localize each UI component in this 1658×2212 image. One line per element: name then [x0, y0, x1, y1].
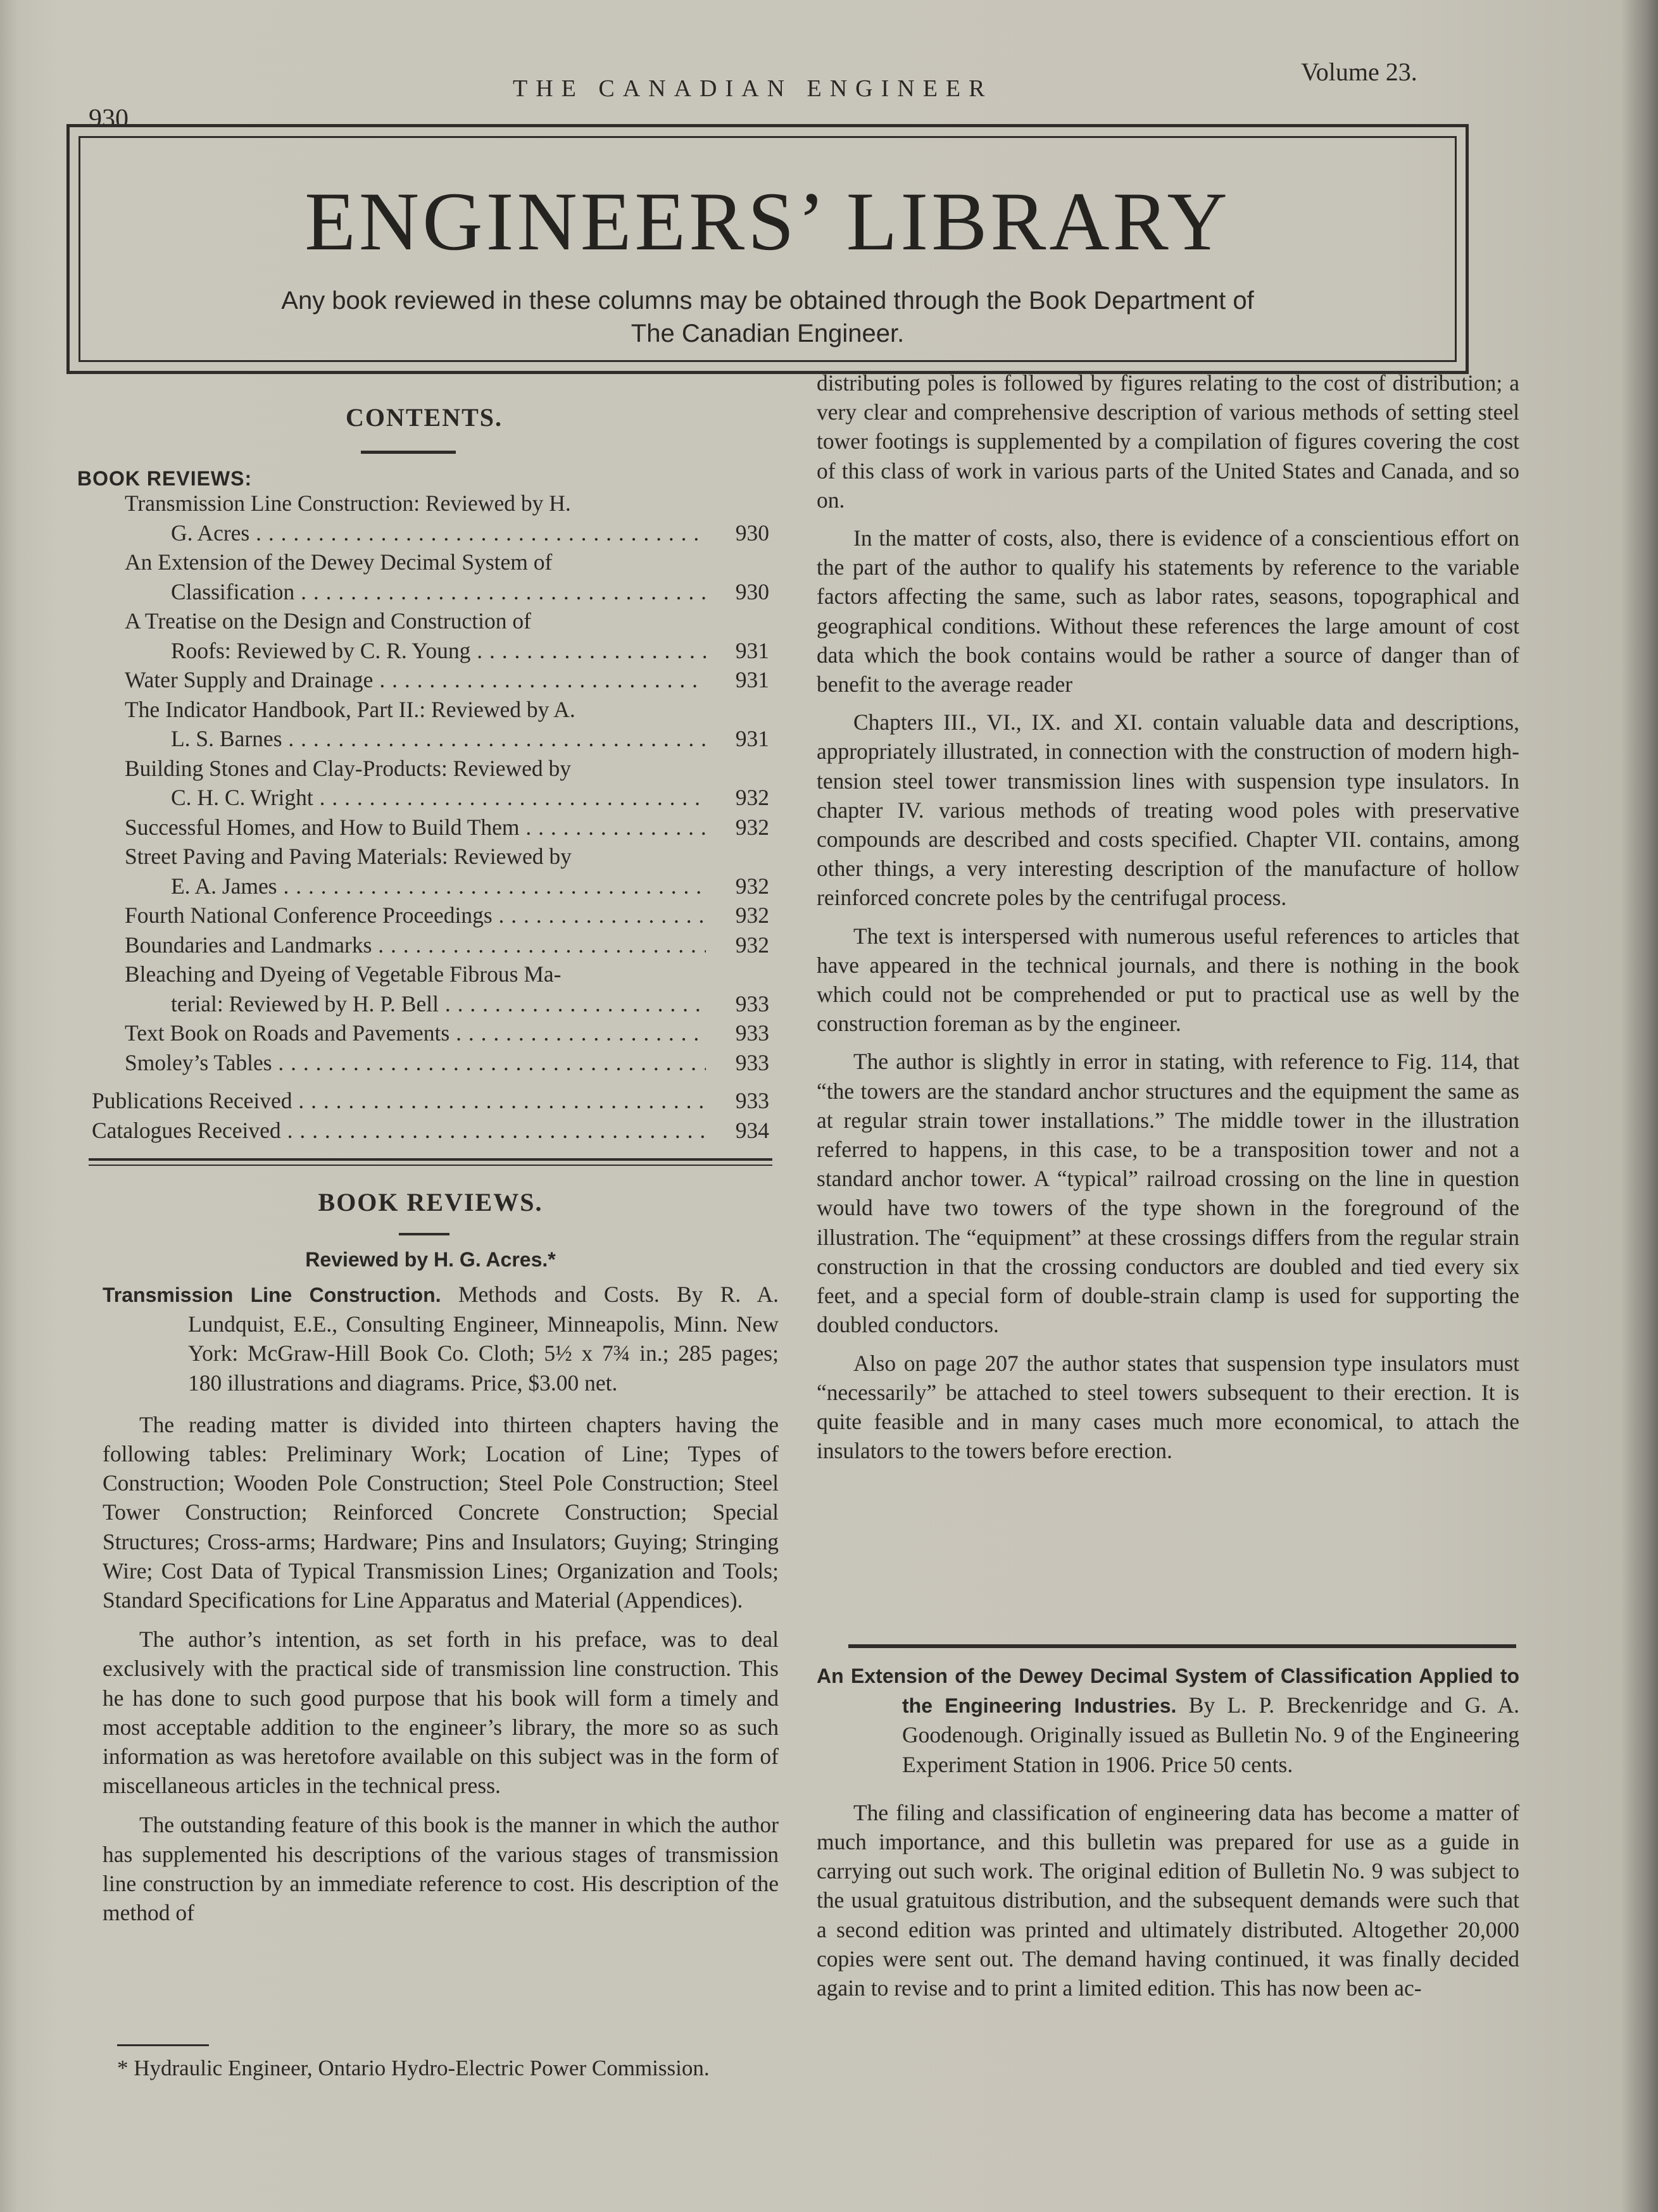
contents-entry-line1 [76, 901, 769, 930]
review1-right-paragraph-4: The author is slightly in error in stating, with reference to Fig. 114, that “the towers are the standard anchor structures and the equipment the same as at regular strain tower installations.” The middle tower in the illustration referred to happens, in this case, to be a transposition tower and not a standard anchor tower. A “typical” railroad crossing on the line in question would have two towers of the type shown in the foreground of the illustration. The “equipment” at these crossings differs from the regular strain construction in that the crossing conductors are doubled and tied every six feet, and a special form of double-strain clamp is used for supporting the doubled conductors. [817, 1049, 1519, 1338]
contents-entry [76, 930, 769, 960]
book-reviews-label: BOOK REVIEWS: [77, 467, 253, 490]
review2-top-rule [848, 1644, 1516, 1648]
contents-entry-page: 932 [735, 903, 769, 928]
contents-entry-line2 [76, 872, 769, 901]
volume-label: Volume 23. [1301, 58, 1417, 86]
contents-entry-page: 932 [735, 814, 769, 840]
contents-entry-title: Boundaries and Landmarks . . . [125, 930, 706, 960]
contents-entry-continuation: Classification . . . [171, 577, 706, 607]
review1-right-paragraph-5: Also on page 207 the author states that suspension type insulators must “necessarily” be attached to steel towers subsequent to their erection. It is quite feasible and in many cases much more economical, to attach the insulators to the towers before erection. [817, 1350, 1519, 1464]
contents-entry [76, 959, 769, 1018]
contents-entry-title: An Extension of the Dewey Decimal System of [125, 549, 553, 575]
contents-entry-title: Successful Homes, and How to Build Them . . . [125, 813, 706, 842]
contents-entry-page: 931 [735, 726, 769, 751]
review1-right-paragraph-3: The text is interspersed with numerous useful references to articles that have appeared in the technical journals, and there is nothing in the book which could not be comprehended or put to practical use as well by the construction foreman as by the engineer. [817, 923, 1519, 1037]
publications-entry-label: Publications Received . . . [92, 1086, 706, 1116]
contents-entry-page: 932 [735, 873, 769, 899]
contents-entry [76, 606, 769, 665]
contents-list [76, 489, 769, 1145]
journal-title: THE CANADIAN ENGINEER [513, 75, 993, 102]
catalogues-entry-page: 934 [735, 1117, 769, 1143]
contents-entry-continuation: L. S. Barnes . . . [171, 724, 706, 754]
contents-entry-line2 [76, 783, 769, 813]
banner-subtitle [70, 284, 1466, 350]
contents-entry-line1 [76, 547, 769, 577]
review1-left-column [103, 1280, 779, 1927]
contents-entry-title: Text Book on Roads and Pavements . . . [125, 1018, 706, 1048]
contents-entry-page: 930 [735, 520, 769, 546]
contents-entry-title: Water Supply and Drainage . . . [125, 665, 706, 695]
catalogues-entry-label: Catalogues Received . . . [92, 1116, 706, 1146]
contents-entry-line1 [76, 930, 769, 960]
review1-paragraph-3: The outstanding feature of this book is the manner in which the author has supplemented his descriptions of the various stages of transmission line construction by an immediate reference to cost. His description of the method of [103, 1812, 779, 1926]
contents-entry-line1 [76, 1048, 769, 1078]
contents-entry-line1 [76, 754, 769, 784]
contents-entry [76, 695, 769, 754]
contents-bottom-rule [89, 1158, 772, 1161]
review1-right-paragraph-2: Chapters III., VI., IX. and XI. contain valuable data and descriptions, appropriately illustrated, in connection with the construction of modern high-tension steel tower transmission lines with suspension type insulators. In chapter IV. various methods of treating wood poles with preservative compounds are described and costs specified. Chapter VII. contains, among other things, a very interesting description of the manufacture of hollow reinforced concrete poles by the centrifugal process. [817, 709, 1519, 911]
contents-entry [76, 1018, 769, 1048]
contents-entry-line1 [76, 489, 769, 518]
contents-entry-line1 [76, 695, 769, 725]
review1-title: Transmission Line Construction. [103, 1284, 441, 1306]
banner-subtitle-line1: Any book reviewed in these columns may be obtained through the Book Department of [281, 287, 1254, 315]
reviews-rule [399, 1233, 449, 1235]
contents-entry [76, 665, 769, 695]
contents-entry-page: 932 [735, 785, 769, 810]
publications-entry [76, 1086, 769, 1116]
catalogues-entry [76, 1116, 769, 1146]
contents-entry [76, 547, 769, 606]
contents-gap [76, 1077, 769, 1086]
book-reviews-heading: BOOK REVIEWS. [318, 1188, 543, 1216]
contents-entry-page: 933 [735, 1049, 769, 1075]
publications-entry-page: 933 [735, 1088, 769, 1113]
contents-entry [76, 754, 769, 813]
contents-entry [76, 489, 769, 547]
review1-citation-text: Methods and Costs. By R. A. Lundquist, E.E., Consulting Engineer, Minneapolis, Minn. New York: McGraw-Hill Book Co. Cloth; 5½ x 7¾ in.; 285 pages; 180 illustrations and diagrams. Price, $3.00 net. [188, 1282, 779, 1396]
contents-entry-continuation: C. H. C. Wright . . . [171, 783, 706, 813]
review2-title: An Extension of the Dewey Decimal System of Classification Applied to the Engineering Industries. [817, 1665, 1519, 1718]
review2-citation [817, 1661, 1519, 1779]
review1-citation [103, 1280, 779, 1397]
contents-entry-line1 [76, 959, 769, 989]
contents-rule [361, 451, 456, 454]
contents-entry-continuation: terial: Reviewed by H. P. Bell . . . [171, 989, 706, 1019]
contents-entry-title: A Treatise on the Design and Construction of [125, 608, 531, 634]
review1-right-paragraph-0: distributing poles is followed by figures relating to the cost of distribution; a very clear and comprehensive description of various methods of setting steel tower footings is supplemented by a compilation of figures covering the cost of this class of work in various parts of the United States and Canada, and so on. [817, 370, 1519, 513]
contents-entry-line2 [76, 989, 769, 1019]
contents-entry-line2 [76, 636, 769, 666]
contents-entry-title: Fourth National Conference Proceedings . . . [125, 901, 706, 930]
contents-entry-line1 [76, 813, 769, 842]
contents-entry-line1 [76, 606, 769, 636]
contents-entry-title: The Indicator Handbook, Part II.: Reviewed by A. [125, 696, 575, 722]
contents-entry [76, 842, 769, 901]
review2-column [817, 1661, 1519, 2003]
contents-entry-continuation: Roofs: Reviewed by C. R. Young . . . [171, 636, 706, 666]
contents-entry-page: 932 [735, 932, 769, 958]
contents-entry [76, 901, 769, 930]
contents-entry-page: 933 [735, 990, 769, 1016]
footnote-rule [117, 2044, 209, 2046]
contents-entry-line2 [76, 724, 769, 754]
review1-paragraph-1: The reading matter is divided into thirteen chapters having the following tables: Preliminary Work; Location of Line; Types of Construction; Wooden Pole Construction; Steel Pole Construction; Steel Tower Construction; Reinforced Concrete Construction; Special Structures; Cross-arms; Hardware; Pins and Insulators; Guying; Stringing Wire; Cost Data of Typical Transmission Lines; Organization and Tools; Standard Specifications for Line Apparatus and Material (Appendices). [103, 1411, 779, 1613]
contents-entry [76, 813, 769, 842]
contents-entry-page: 931 [735, 667, 769, 692]
contents-bottom-rule-thin [89, 1165, 772, 1166]
reviewer-line: Reviewed by H. G. Acres.* [305, 1248, 556, 1271]
review1-right-column [817, 368, 1519, 1465]
contents-entry-title: Smoley’s Tables . . . [125, 1048, 706, 1078]
contents-entry-line2 [76, 518, 769, 548]
footnote: * Hydraulic Engineer, Ontario Hydro-Electric Power Commission. [117, 2056, 710, 2080]
contents-entry-title: Bleaching and Dyeing of Vegetable Fibrous Ma- [125, 961, 562, 987]
page-number: 930 [89, 104, 129, 134]
contents-entry-continuation: G. Acres . . . [171, 518, 706, 548]
review2-paragraph-1: The filing and classification of engineering data has become a matter of much importance, and this bulletin was prepared for use as a guide in carrying out such work. The original edition of Bulletin No. 9 was subject to the usual gratuitous distribution, and the subsequent demands were such that a second edition was printed and ultimately distributed. Altogether 20,000 copies were sent out. The demand having continued, it was finally decided again to revise and to print a limited edition. This has now been ac- [817, 1799, 1519, 2001]
contents-entry-line1 [76, 842, 769, 872]
review2-citation-text: By L. P. Breckenridge and G. A. Goodenough. Originally issued as Bulletin No. 9 of the Engineering Experiment Station in 1906. Price 50 cents. [902, 1692, 1520, 1777]
contents-entry-continuation: E. A. James . . . [171, 872, 706, 901]
review1-paragraph-2: The author’s intention, as set forth in his preface, was to deal exclusively with the practical side of transmission line construction. This he has done to such good purpose that his book will form a timely and most acceptable addition to the engineer’s library, the more so as such information as was heretofore available on this subject was in the form of miscellaneous articles in the technical press. [103, 1627, 779, 1799]
contents-entry-title: Transmission Line Construction: Reviewed by H. [125, 491, 571, 516]
contents-entry-page: 930 [735, 578, 769, 604]
contents-entry-line1 [76, 1018, 769, 1048]
contents-entry-page: 933 [735, 1020, 769, 1046]
contents-entry-line2 [76, 577, 769, 607]
contents-entry-title: Building Stones and Clay-Products: Reviewed by [125, 755, 572, 781]
banner-subtitle-line2: The Canadian Engineer. [631, 320, 905, 347]
contents-entry [76, 1048, 769, 1078]
contents-entry-line1 [76, 665, 769, 695]
contents-entry-page: 931 [735, 637, 769, 663]
contents-entry-title: Street Paving and Paving Materials: Reviewed by [125, 844, 572, 869]
banner-title: ENGINEERS’ LIBRARY [305, 175, 1231, 268]
review1-right-paragraph-1: In the matter of costs, also, there is evidence of a conscientious effort on the part of the author to qualify his statements by reference to the variable factors affecting the same, such as labor rates, seasons, topographical and geographical conditions. Without these references the large amount of cost data which the book contains would be rather a source of danger than of benefit to the average reader [817, 525, 1519, 697]
contents-heading: CONTENTS. [345, 403, 503, 432]
library-banner [66, 124, 1469, 374]
